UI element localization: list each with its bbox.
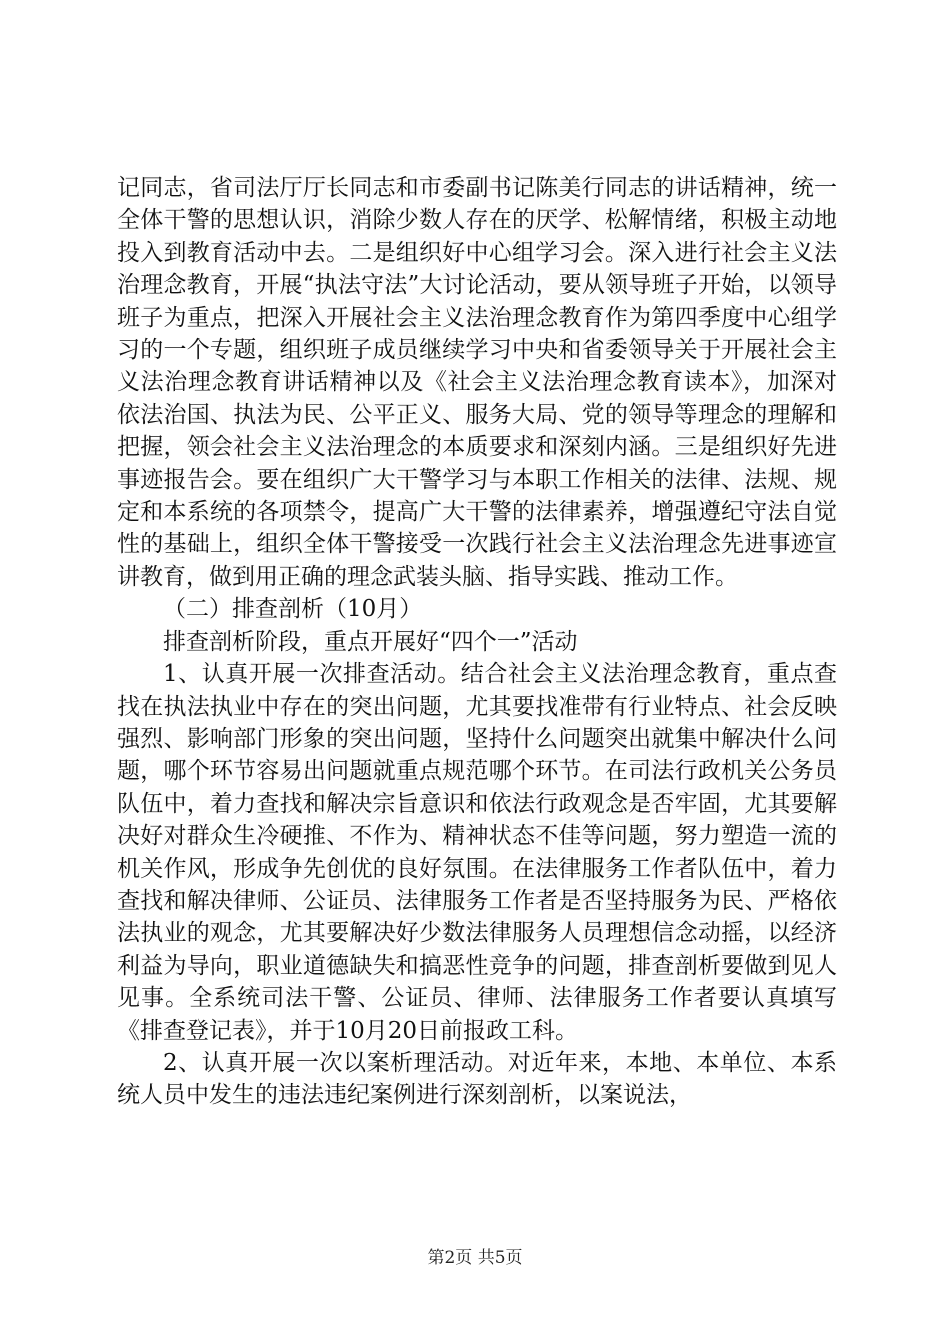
paragraph-continuation: 记同志，省司法厅厅长同志和市委副书记陈美行同志的讲话精神，统一全体干警的思想认识，消除少数人存在的厌学、松解情绪，积极主动地投入到教育活动中去。二是组织好中心组学习会。深入进行社会主义法治理念教育，开展“执法守法”大讨论活动，要从领导班子开始，以领导班子为重点，把深入开展社会主义法治理念教育作为第四季度中心组学习的一个专题，组织班子成员继续学习中央和省委领导关于开展社会主义法治理念教育讲话精神以及《社会主义法治理念教育读本》，加深对依法治国、执法为民、公平正义、服务大局、党的领导等理念的理解和把握，领会社会主义法治理念的本质要求和深刻内涵。三是组织好先进事迹报告会。要在组织广大干警学习与本职工作相关的法律、法规、规定和本系统的各项禁令，提高广大干警的法律素养，增强遵纪守法自觉性的基础上，组织全体干警接受一次践行社会主义法治理念先进事迹宣讲教育，做到用正确的理念武装头脑、指导实践、推动工作。	[117, 175, 837, 590]
section-heading: （二）排查剖析（10月）	[163, 596, 423, 623]
paragraph-item-2: 2、认真开展一次以案析理活动。对近年来，本地、本单位、本系统人员中发生的违法违纪案例进行深刻剖析，以案说法，	[117, 1049, 837, 1109]
paragraph-intro: 排查剖析阶段，重点开展好“四个一”活动	[163, 628, 578, 655]
paragraph-item-1: 1、认真开展一次排查活动。结合社会主义法治理念教育，重点查找在执法执业中存在的突出问题，尤其要找准带有行业特点、社会反映强烈、影响部门形象的突出问题，坚持什么问题突出就集中解决什么问题，哪个环节容易出问题就重点规范哪个环节。在司法行政机关公务员队伍中，着力查找和解决宗旨意识和依法行政观念是否牢固，尤其要解决好对群众生冷硬推、不作为、精神状态不佳等问题，努力塑造一流的机关作风，形成争先创优的良好氛围。在法律服务工作者队伍中，着力查找和解决律师、公证员、法律服务工作者是否坚持服务为民、严格依法执业的观念，尤其要解决好少数法律服务人员理想信念动摇，以经济利益为导向，职业道德缺失和搞恶性竞争的问题，排查剖析要做到见人见事。全系统司法干警、公证员、律师、法律服务工作者要认真填写《排查登记表》，并于10月20日前报政工科。	[117, 661, 837, 1044]
page-footer: 第2页 共5页	[427, 1248, 523, 1268]
document-body	[117, 172, 837, 1112]
